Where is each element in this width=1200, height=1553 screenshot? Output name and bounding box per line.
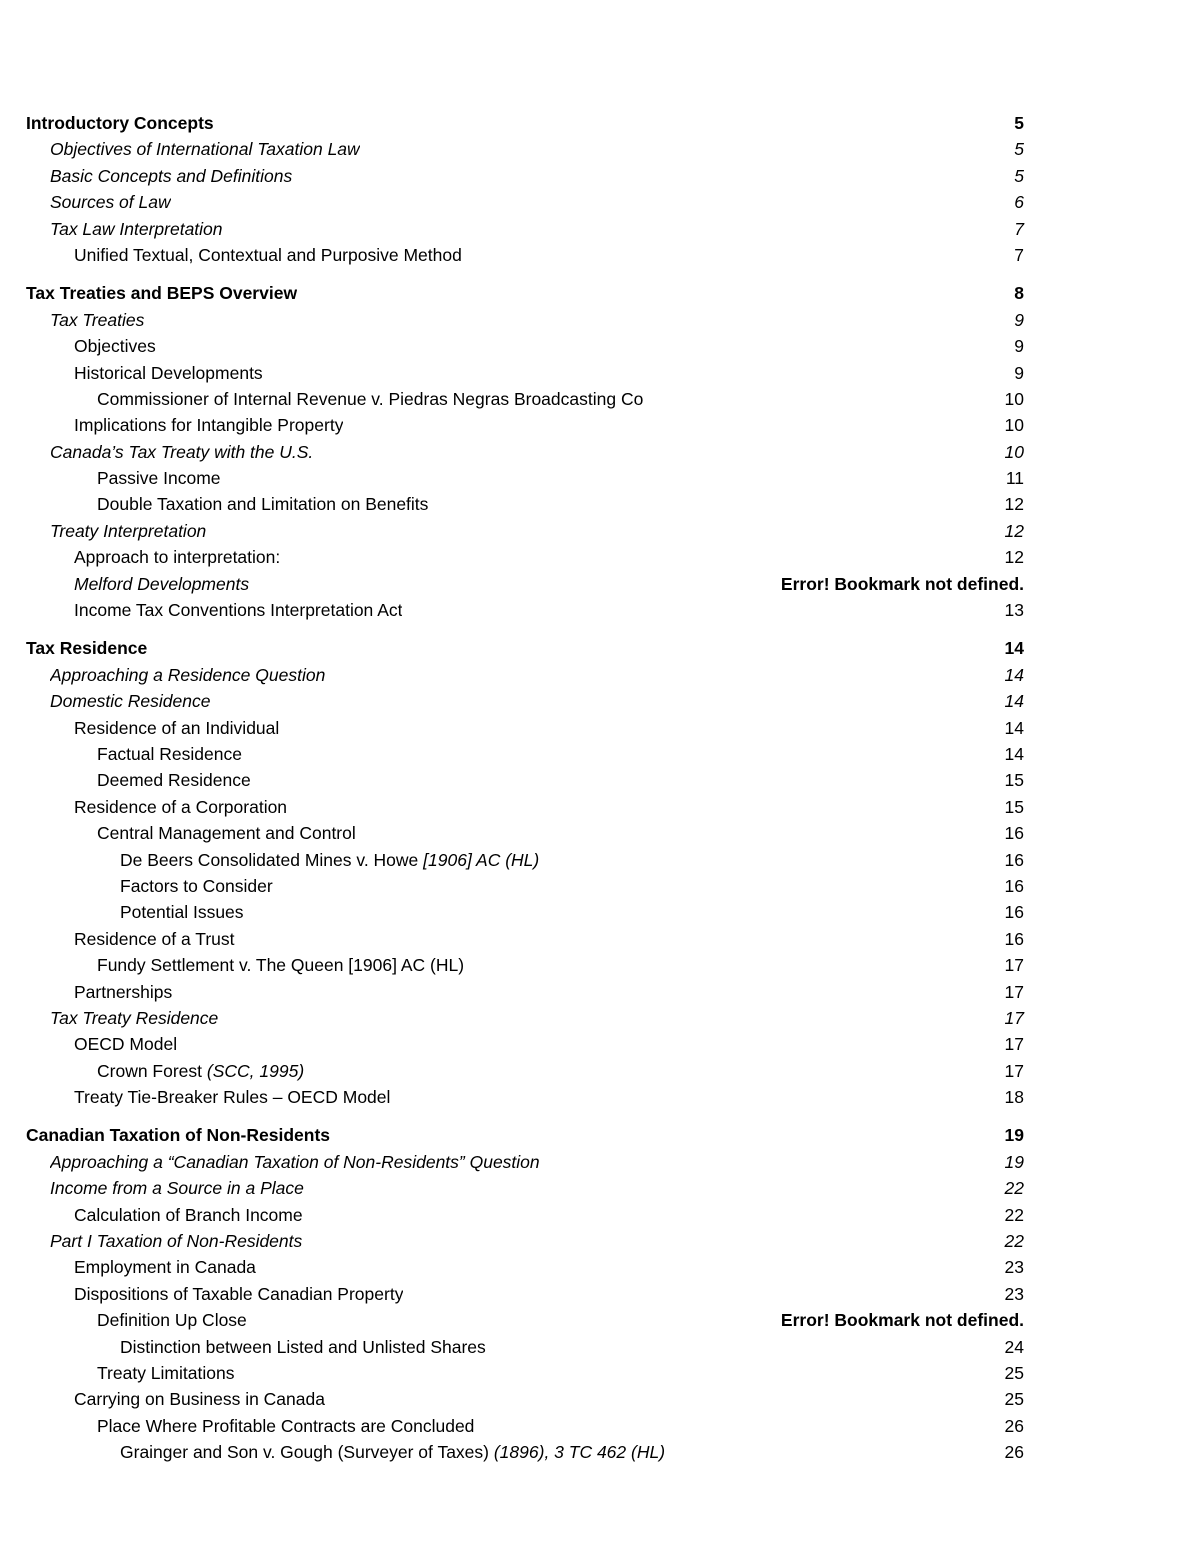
toc-entry-page-number: 26 [1004,1415,1024,1436]
toc-entry-title [26,1122,330,1148]
toc-entry-title-citation: (1896), 3 TC 462 (HL) [493,1442,666,1463]
toc-entry-title-text: Calculation of Branch Income [74,1204,303,1225]
toc-entry-page-number: 15 [1004,770,1024,791]
toc-entry-title [97,767,251,793]
toc-entry[interactable] [26,741,1024,767]
toc-entry[interactable] [26,333,1024,359]
toc-entry[interactable] [26,820,1024,846]
toc-entry-title [120,873,273,899]
toc-entry-title-text: Factual Residence [97,743,242,764]
toc-entry-page-number: 14 [1004,664,1024,685]
toc-entry-title-text: Dispositions of Taxable Canadian Property [74,1283,404,1304]
toc-entry-page-number: 24 [1004,1336,1024,1357]
toc-entry-page-number: 16 [1004,823,1024,844]
toc-entry-title-text: OECD Model [74,1034,178,1055]
toc-entry-title-text: Introductory Concepts [26,113,214,133]
toc-entry-title-text: Tax Residence [26,638,148,659]
toc-entry[interactable] [26,1281,1024,1307]
toc-entry-title-text: Tax Law Interpretation [50,218,223,239]
toc-entry-title-text: Approaching a Residence Question [50,664,326,685]
toc-entry-page-number: 5 [1014,139,1024,160]
toc-entry-page-number: 17 [1004,955,1024,976]
toc-entry-title-text: Canadian Taxation of Non-Residents [26,1125,331,1146]
toc-entry[interactable] [26,1254,1024,1280]
toc-entry-title [50,1149,540,1175]
toc-entry-page-number: 19 [1004,1125,1024,1146]
toc-entry-title-text: Approach to interpretation: [74,547,281,568]
toc-entry-title-text: Basic Concepts and Definitions [50,165,293,186]
toc-entry-title [50,163,292,189]
toc-entry-title [26,280,297,306]
toc-entry-page-number: 16 [1004,928,1024,949]
toc-entry-page-number: 16 [1004,849,1024,870]
toc-entry[interactable] [26,597,1024,623]
toc-entry[interactable] [26,544,1024,570]
toc-entry-title [50,307,144,333]
toc-entry[interactable] [26,1175,1024,1201]
toc-entry-title-text: Crown Forest [97,1060,207,1081]
toc-entry-title-text: Melford Developments [74,573,250,594]
toc-entry-page-number: 9 [1014,309,1024,330]
toc-entry-title-text: Deemed Residence [97,770,251,791]
toc-entry-page-number: 17 [1004,1060,1024,1081]
toc-entry-title [74,1031,177,1057]
toc-entry-page-number: 14 [1004,743,1024,764]
toc-entry-title [120,899,244,925]
toc-entry-title [74,242,462,268]
toc-entry-page-number: 14 [1004,717,1024,738]
toc-entry-title-text: Part I Taxation of Non-Residents [50,1231,303,1252]
toc-entry-title-text: Unified Textual, Contextual and Purposive Method [74,244,462,265]
toc-entry-page-number: 10 [1004,441,1024,462]
toc-entry[interactable] [26,899,1024,925]
toc-entry-title [74,360,263,386]
toc-entry-title-text: Tax Treaties [50,309,145,330]
toc-entry-title-text: Treaty Limitations [97,1362,235,1383]
toc-entry-page-number: 17 [1004,981,1024,1002]
toc-heading[interactable] [26,280,1024,306]
toc-entry[interactable] [26,1360,1024,1386]
toc-entry-title [120,1439,665,1465]
toc-entry-page-number: 17 [1004,1007,1024,1028]
toc-entry-title-text: Passive Income [97,468,221,489]
toc-entry-page-number: 22 [1004,1204,1024,1225]
toc-entry[interactable] [26,1058,1024,1084]
toc-entry-title-text: Residence of a Corporation [74,796,288,817]
toc-entry-page-number: 23 [1004,1283,1024,1304]
toc-entry-title-text: Domestic Residence [50,691,211,712]
toc-entry-title [74,715,279,741]
toc-entry-page-number: 23 [1004,1257,1024,1278]
toc-entry-title [74,333,156,359]
toc-entry-title-text: Central Management and Control [97,823,356,844]
toc-entry-title-text: Sources of Law [50,192,171,213]
toc-entry-title [26,110,214,136]
toc-entry-title [74,794,287,820]
toc-entry[interactable] [26,1149,1024,1175]
toc-entry-title [120,1334,486,1360]
toc-entry-title-text: Implications for Intangible Property [74,415,344,436]
toc-entry[interactable] [26,136,1024,162]
toc-entry[interactable] [26,1334,1024,1360]
toc-entry-page-number: 14 [1004,691,1024,712]
toc-entry-title [50,1005,218,1031]
toc-entry[interactable] [26,1202,1024,1228]
toc-entry[interactable] [26,360,1024,386]
toc-entry-title-text: Income Tax Conventions Interpretation Act [74,600,403,621]
toc-entry-page-number: 12 [1004,494,1024,515]
toc-entry-page-number: 15 [1004,796,1024,817]
toc-entry[interactable] [26,794,1024,820]
toc-entry-title [97,820,356,846]
toc-entry-title-text: Tax Treaty Residence [50,1007,219,1028]
toc-entry-page-number: 19 [1004,1151,1024,1172]
toc-entry[interactable] [26,1307,1024,1333]
toc-entry-title [97,1058,304,1084]
toc-entry[interactable] [26,847,1024,873]
toc-entry-title-text: Partnerships [74,981,173,1002]
toc-entry[interactable] [26,715,1024,741]
toc-entry[interactable] [26,163,1024,189]
toc-entry-page-number: 11 [1005,468,1024,489]
toc-entry-title [97,952,464,978]
toc-entry[interactable] [26,873,1024,899]
toc-entry-title [74,597,402,623]
toc-entry[interactable] [26,662,1024,688]
toc-entry-title-text: Commissioner of Internal Revenue v. Piedras Negras Broadcasting Co [97,388,644,409]
toc-entry-title [74,412,343,438]
toc-entry-title-text: Tax Treaties and BEPS Overview [26,283,298,304]
toc-entry[interactable] [26,412,1024,438]
toc-entry-title-text: Fundy Settlement v. The Queen [1906] AC (HL) [97,955,465,976]
toc-entry[interactable] [26,1439,1024,1465]
toc-entry[interactable] [26,216,1024,242]
toc-entry-title [74,1386,325,1412]
toc-entry-title [97,1307,247,1333]
toc-entry-title [50,518,206,544]
toc-entry-title-citation: [1906] AC (HL) [423,849,540,870]
toc-entry-title-text: Objectives of International Taxation Law [50,139,360,160]
toc-entry-title-text: Factors to Consider [120,875,273,896]
toc-entry-title-text: Grainger and Son v. Gough (Surveyer of Taxes) [120,1442,494,1463]
toc-entry-title-text: Place Where Profitable Contracts are Concluded [97,1415,475,1436]
toc-entry-page-number: 7 [1014,244,1024,265]
toc-entry[interactable] [26,571,1024,597]
toc-entry-title [97,1413,474,1439]
toc-entry-page-number: 16 [1004,902,1024,923]
toc-entry-title [50,439,313,465]
toc-entry-title-text: Approaching a “Canadian Taxation of Non-Residents” Question [50,1151,540,1172]
toc-entry[interactable] [26,926,1024,952]
toc-entry[interactable] [26,439,1024,465]
toc-heading[interactable] [26,1122,1024,1148]
toc-entry[interactable] [26,688,1024,714]
toc-entry[interactable] [26,1413,1024,1439]
toc-entry[interactable] [26,1386,1024,1412]
toc-entry[interactable] [26,386,1024,412]
toc-entry-title [74,1281,403,1307]
toc-entry-title [74,544,280,570]
toc-entry-title-text: Potential Issues [120,902,244,923]
toc-entry-page-number: 5 [1014,165,1024,186]
toc-entry[interactable] [26,242,1024,268]
toc-entry-title-text: Treaty Interpretation [50,520,207,541]
toc-entry-title [97,741,242,767]
toc-entry-title [50,216,223,242]
toc-entry-page-number: 8 [1014,283,1024,304]
toc-entry-title-text: Treaty Tie-Breaker Rules – OECD Model [74,1087,391,1108]
toc-entry-title-text: Income from a Source in a Place [50,1178,304,1199]
toc-entry-title [97,1360,234,1386]
toc-entry-page-number: 26 [1004,1442,1024,1463]
toc-entry-error: Error! Bookmark not defined. [780,573,1024,594]
toc-entry-title [50,136,360,162]
toc-entry-title [50,1175,304,1201]
toc-entry[interactable] [26,518,1024,544]
toc-entry-title-text: Objectives [74,336,156,357]
toc-entry-page-number: 10 [1004,388,1024,409]
toc-entry-page-number: 25 [1004,1389,1024,1410]
toc-entry-page-number: 17 [1004,1034,1024,1055]
toc-entry-page-number: 22 [1004,1178,1024,1199]
toc-entry-page-number: 22 [1004,1231,1024,1252]
toc-entry-title [74,1202,303,1228]
toc-entry-title [26,635,147,661]
toc-entry-title-citation: (SCC, 1995) [206,1060,305,1081]
toc-entry-page-number: 10 [1004,415,1024,436]
toc-entry-page-number: 7 [1014,218,1024,239]
toc-heading[interactable] [26,110,1024,136]
toc-entry[interactable] [26,952,1024,978]
toc-entry-title [74,571,249,597]
toc-entry-page-number: 12 [1004,520,1024,541]
toc-entry[interactable] [26,1084,1024,1110]
toc-entry[interactable] [26,491,1024,517]
toc-entry-page-number: 6 [1014,192,1024,213]
toc-entry-title-text: De Beers Consolidated Mines v. Howe [120,849,424,870]
toc-entry-title-text: Residence of a Trust [74,928,235,949]
toc-entry-title [50,1228,302,1254]
toc-entry-page-number: 14 [1004,638,1024,659]
toc-entry-title-text: Definition Up Close [97,1310,247,1331]
toc-entry-title [74,926,235,952]
toc-entry-title-text: Canada’s Tax Treaty with the U.S. [50,441,314,462]
toc-entry-error: Error! Bookmark not defined. [780,1310,1024,1331]
toc-entry-page-number: 16 [1004,875,1024,896]
toc-entry[interactable] [26,465,1024,491]
toc-entry-page-number: 13 [1004,600,1024,621]
toc-entry[interactable] [26,307,1024,333]
toc-entry-page-number: 25 [1004,1362,1024,1383]
toc-entry-page-number: 9 [1014,362,1024,383]
toc-entry-title-text: Double Taxation and Limitation on Benefits [97,494,429,515]
toc-entry-title [74,979,172,1005]
table-of-contents [26,110,1024,1466]
toc-entry[interactable] [26,1228,1024,1254]
toc-entry-title-text: Employment in Canada [74,1257,256,1278]
toc-entry-page-number: 12 [1004,547,1024,568]
toc-entry-title [97,491,428,517]
toc-entry-page-number: 9 [1014,336,1024,357]
toc-entry-title-text: Residence of an Individual [74,717,280,738]
toc-entry[interactable] [26,1031,1024,1057]
toc-entry-title [50,688,210,714]
toc-entry[interactable] [26,1005,1024,1031]
toc-entry-title [74,1254,256,1280]
toc-entry-page-number: 5 [1014,113,1024,133]
toc-entry-title [97,386,643,412]
toc-entry-page-number: 18 [1004,1087,1024,1108]
toc-entry-title [120,847,539,873]
toc-entry[interactable] [26,979,1024,1005]
toc-entry[interactable] [26,767,1024,793]
toc-entry-title [74,1084,390,1110]
toc-entry-title [50,189,171,215]
toc-entry-title [97,465,221,491]
toc-entry[interactable] [26,189,1024,215]
toc-entry-title [50,662,325,688]
toc-entry-title-text: Historical Developments [74,362,263,383]
toc-entry-title-text: Carrying on Business in Canada [74,1389,325,1410]
toc-entry-title-text: Distinction between Listed and Unlisted Shares [120,1336,486,1357]
toc-heading[interactable] [26,635,1024,661]
